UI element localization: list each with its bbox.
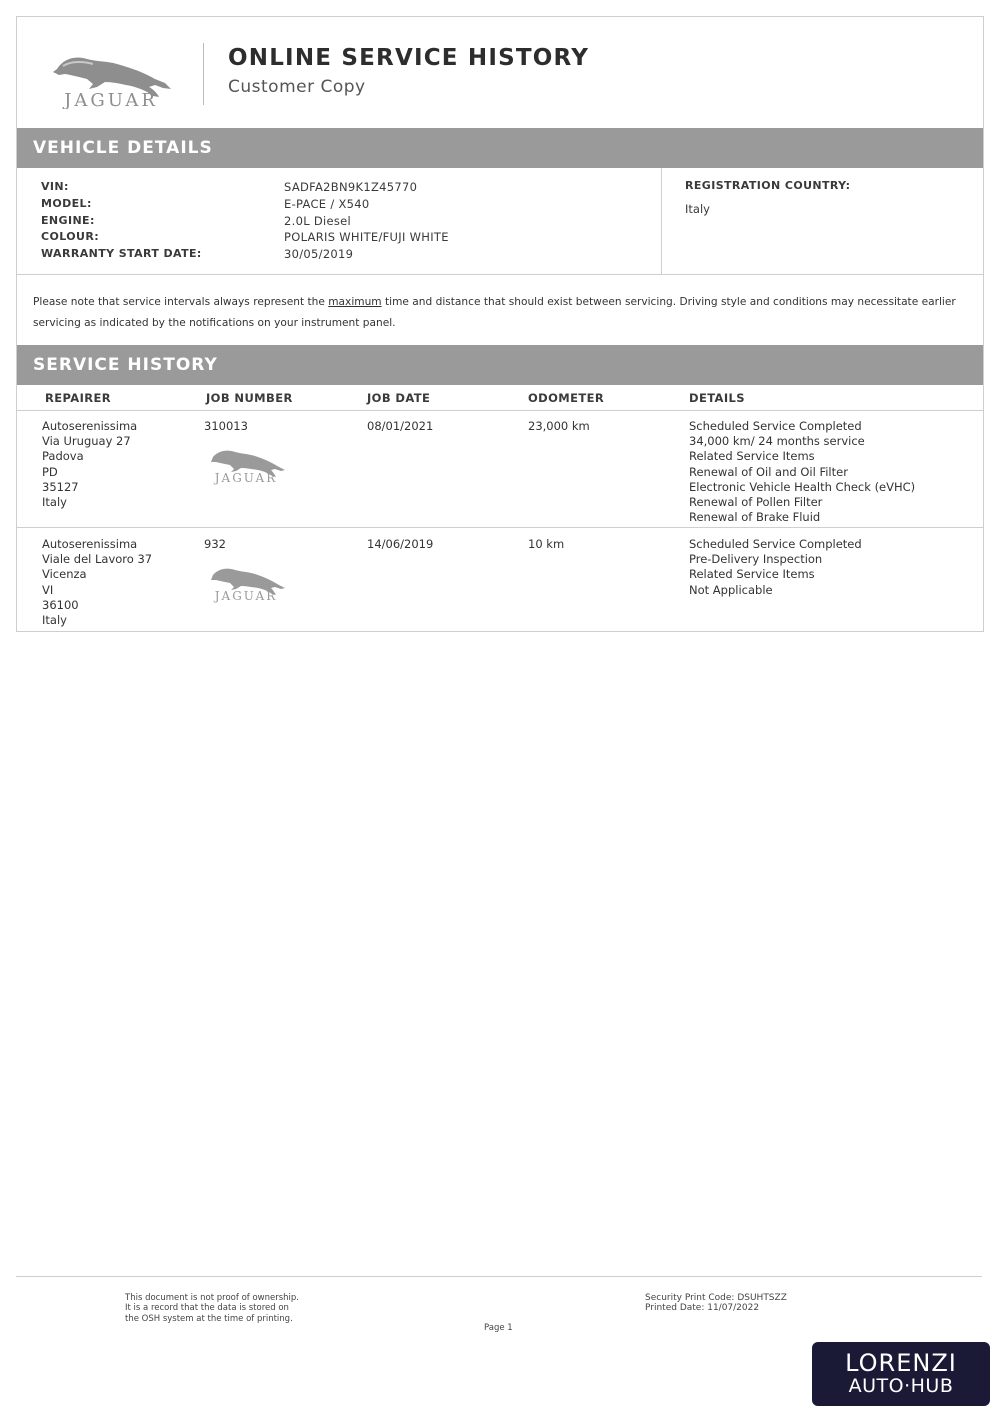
job-date-cell: 14/06/2019 xyxy=(367,537,434,551)
footer-print-info xyxy=(645,1293,787,1314)
repairer-name: Autoserenissima xyxy=(42,537,138,551)
repairer-street: Via Uruguay 27 xyxy=(42,434,131,449)
model-label: MODEL: xyxy=(41,196,92,210)
disclaimer-line: It is a record that the data is stored on xyxy=(125,1303,289,1314)
vin-value: SADFA2BN9K1Z45770 xyxy=(284,180,418,194)
vin-label: VIN: xyxy=(41,180,69,193)
svg-text:JAGUAR: JAGUAR xyxy=(214,471,278,485)
repairer-postcode: 36100 xyxy=(42,597,79,612)
details-cell xyxy=(689,419,915,525)
footer-divider xyxy=(16,1276,982,1277)
job-number-cell: 932 xyxy=(204,537,226,551)
lorenzi-auto-hub-badge xyxy=(812,1342,990,1406)
table-header-divider xyxy=(17,410,983,411)
service-history-band xyxy=(17,345,983,385)
vehicle-details-separator xyxy=(661,168,662,274)
page-subtitle: Customer Copy xyxy=(228,77,366,97)
disclaimer-line: the OSH system at the time of printing. xyxy=(125,1313,293,1324)
document-header xyxy=(17,17,983,127)
disclaimer-line: This document is not proof of ownership. xyxy=(125,1293,300,1303)
repairer-cell xyxy=(42,419,137,510)
detail-line: Renewal of Pollen Filter xyxy=(689,494,823,509)
odometer-cell: 10 km xyxy=(528,537,565,551)
column-header-job-number: JOB NUMBER xyxy=(206,391,293,405)
service-history-title: SERVICE HISTORY xyxy=(33,355,218,375)
warranty-start-label: WARRANTY START DATE: xyxy=(41,247,202,261)
table-row-divider xyxy=(17,527,983,528)
detail-line: Pre-Delivery Inspection xyxy=(689,552,823,567)
column-header-details: DETAILS xyxy=(689,391,745,405)
job-number-cell: 310013 xyxy=(204,419,248,433)
repairer-street: Viale del Lavoro 37 xyxy=(42,552,153,567)
printed-date: Printed Date: 11/07/2022 xyxy=(645,1303,760,1314)
detail-line: Electronic Vehicle Health Check (eVHC) xyxy=(689,479,916,494)
repairer-name: Autoserenissima xyxy=(42,419,138,433)
detail-line: 34,000 km/ 24 months service xyxy=(689,434,865,449)
repairer-province: PD xyxy=(42,464,58,479)
detail-line: Renewal of Brake Fluid xyxy=(689,510,821,525)
column-header-job-date: JOB DATE xyxy=(367,391,431,405)
jaguar-logo-small xyxy=(201,439,291,485)
svg-text:JAGUAR: JAGUAR xyxy=(214,589,278,603)
warranty-start-value: 30/05/2019 xyxy=(284,247,354,262)
odometer-cell: 23,000 km xyxy=(528,419,590,433)
repairer-country: Italy xyxy=(42,612,67,627)
badge-line-2: AUTO·HUB xyxy=(848,1375,954,1397)
repairer-province: VI xyxy=(42,582,54,597)
model-value: E-PACE / X540 xyxy=(284,196,370,211)
jaguar-logo-small xyxy=(201,557,291,603)
vehicle-field-labels xyxy=(41,179,202,263)
colour-label: COLOUR: xyxy=(41,230,99,244)
page-number: Page 1 xyxy=(484,1323,513,1333)
jaguar-logo xyxy=(41,39,181,109)
detail-line: Not Applicable xyxy=(689,582,773,597)
note-text-start: Please note that service intervals always represent the xyxy=(33,296,329,308)
vehicle-field-values xyxy=(284,179,449,263)
colour-value: POLARIS WHITE/FUJI WHITE xyxy=(284,230,449,245)
header-divider xyxy=(203,43,204,105)
detail-line: Related Service Items xyxy=(689,449,815,464)
repairer-city: Vicenza xyxy=(42,567,87,582)
repairer-country: Italy xyxy=(42,494,67,509)
registration-country-label: REGISTRATION COUNTRY: xyxy=(685,179,851,192)
vehicle-details-title: VEHICLE DETAILS xyxy=(33,138,213,158)
page-title: ONLINE SERVICE HISTORY xyxy=(228,45,590,71)
badge-line-1: LORENZI xyxy=(845,1349,957,1377)
engine-label: ENGINE: xyxy=(41,213,95,227)
repairer-cell xyxy=(42,537,152,628)
service-interval-note xyxy=(33,292,973,334)
column-header-odometer: ODOMETER xyxy=(528,391,605,405)
job-date-cell: 08/01/2021 xyxy=(367,419,434,433)
detail-line: Renewal of Oil and Oil Filter xyxy=(689,464,848,479)
document-sheet xyxy=(16,16,984,632)
svg-text:JAGUAR: JAGUAR xyxy=(64,90,158,109)
detail-line: Related Service Items xyxy=(689,567,815,582)
detail-line: Scheduled Service Completed xyxy=(689,419,862,433)
details-cell xyxy=(689,537,862,598)
note-text-end: time and distance that should exist between servicing. Driving style and conditions may necessitate earlier servicing as indicated by the notifications on your instrument panel. xyxy=(33,296,956,329)
repairer-postcode: 35127 xyxy=(42,479,79,494)
security-print-code: Security Print Code: DSUHTSZZ xyxy=(645,1293,787,1303)
note-emphasis: maximum xyxy=(328,296,382,308)
engine-value: 2.0L Diesel xyxy=(284,213,352,228)
column-header-repairer: REPAIRER xyxy=(45,391,112,405)
registration-country-value: Italy xyxy=(685,202,710,216)
vehicle-details-panel xyxy=(17,168,983,275)
vehicle-details-band xyxy=(17,128,983,168)
footer-disclaimer xyxy=(125,1293,299,1324)
repairer-city: Padova xyxy=(42,449,84,464)
detail-line: Scheduled Service Completed xyxy=(689,537,862,551)
